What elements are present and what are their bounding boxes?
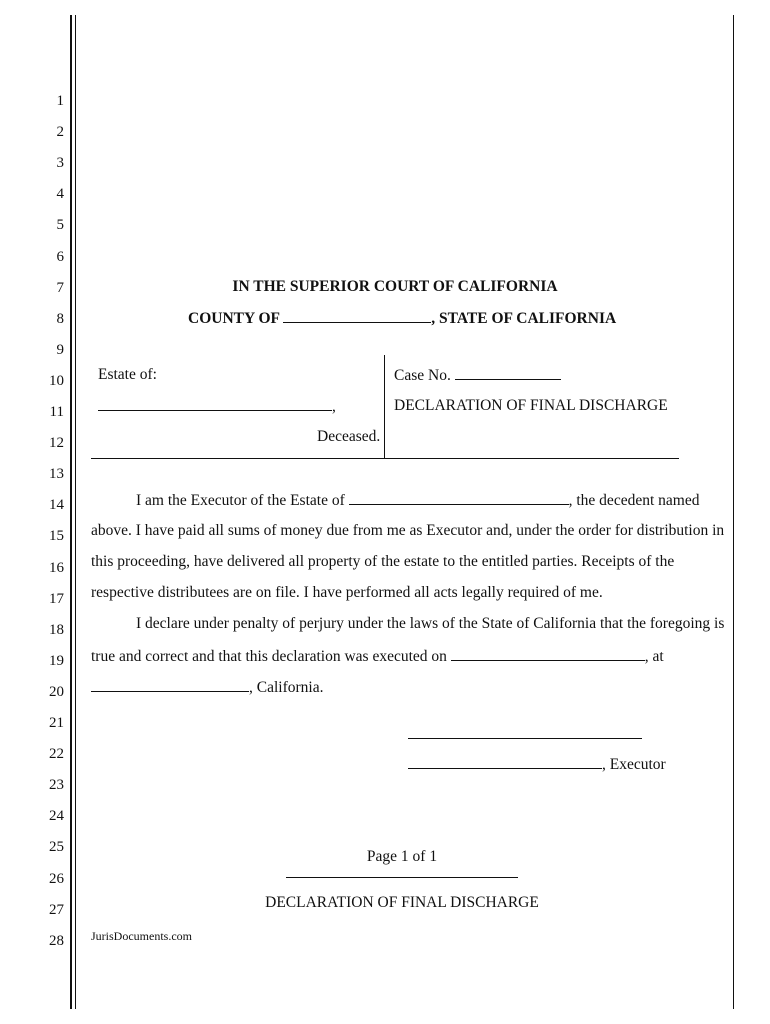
body-line-16: this proceeding, have delivered all property of the estate to the entitled parties. Receipts of the	[91, 553, 675, 570]
caption-comma: ,	[332, 398, 336, 415]
county-suffix: , STATE OF CALIFORNIA	[431, 310, 617, 327]
body-line-17: respective distributees are on file. I have performed all acts legally required of me.	[91, 584, 603, 601]
body-p1-start: I am the Executor of the Estate of	[136, 492, 345, 509]
right-margin-rule	[733, 15, 734, 1009]
body-p1-end: , the decedent named	[568, 492, 700, 509]
line-number: 5	[56, 217, 64, 234]
line-number: 21	[49, 715, 64, 731]
caption-vertical-divider	[384, 355, 385, 459]
signature-line[interactable]	[408, 738, 642, 739]
body-line-14	[136, 490, 699, 510]
left-margin-rule-outer	[70, 15, 72, 1009]
footer-rule	[286, 877, 518, 878]
line-number: 3	[56, 155, 64, 172]
caption-document-title: DECLARATION OF FINAL DISCHARGE	[394, 397, 668, 414]
line-number: 4	[56, 186, 64, 203]
line-number: 13	[49, 466, 64, 483]
line-number: 18	[49, 621, 64, 638]
line-number: 22	[49, 746, 64, 763]
body-l19-start: true and correct and that this declaration was executed on	[91, 648, 447, 665]
line-number: 17	[49, 590, 64, 607]
line-number: 24	[49, 808, 64, 825]
line-number: 11	[49, 404, 64, 420]
estate-name-blank[interactable]	[349, 490, 569, 505]
line-number: 27	[49, 901, 64, 918]
line-number: 12	[49, 435, 64, 452]
body-line-19	[91, 646, 664, 666]
line-number: 6	[56, 248, 64, 265]
page-number: Page 1 of 1	[366, 848, 438, 865]
line-number: 19	[49, 652, 64, 669]
line-number: 14	[49, 497, 64, 514]
line-number: 15	[49, 528, 64, 545]
line-number: 10	[49, 372, 64, 389]
body-line-18: I declare under penalty of perjury under the laws of the State of California that the foregoing is	[136, 615, 725, 632]
body-line-15: above. I have paid all sums of money due from me as Executor and, under the order for distribution in	[91, 522, 725, 539]
line-number: 20	[49, 683, 64, 700]
case-number-blank[interactable]	[455, 365, 561, 380]
county-blank[interactable]	[283, 308, 431, 323]
line-number: 23	[49, 777, 64, 794]
line-number: 25	[49, 839, 64, 856]
court-heading: IN THE SUPERIOR COURT OF CALIFORNIA	[232, 278, 558, 295]
decedent-name-blank[interactable]	[98, 396, 332, 411]
line-number: 7	[56, 279, 64, 296]
case-number-label: Case No.	[394, 367, 451, 384]
caption-bottom-rule	[91, 458, 679, 459]
footer-brand: JurisDocuments.com	[91, 929, 192, 943]
left-margin-rule-inner	[75, 15, 76, 1009]
county-line	[188, 308, 616, 328]
deceased-label: Deceased.	[317, 428, 381, 445]
line-number: 2	[56, 124, 64, 141]
executor-name-line	[408, 754, 666, 774]
estate-of-label: Estate of:	[98, 366, 157, 383]
footer-title: DECLARATION OF FINAL DISCHARGE	[265, 894, 539, 911]
case-number-line	[394, 365, 561, 385]
executor-name-blank[interactable]	[408, 754, 602, 769]
line-number: 1	[56, 93, 64, 109]
line-number: 8	[56, 310, 64, 327]
county-prefix: COUNTY OF	[188, 310, 280, 327]
line-number: 9	[56, 341, 64, 358]
executor-label: , Executor	[602, 756, 666, 773]
body-l20-end: , California.	[249, 679, 324, 696]
line-number: 26	[49, 870, 64, 887]
execution-date-blank[interactable]	[451, 646, 645, 661]
body-l19-end: , at	[644, 648, 664, 665]
line-number: 16	[49, 559, 64, 576]
execution-city-blank[interactable]	[91, 677, 249, 692]
decedent-name-line	[98, 396, 336, 416]
line-number: 28	[49, 932, 64, 949]
body-line-20	[91, 677, 323, 697]
